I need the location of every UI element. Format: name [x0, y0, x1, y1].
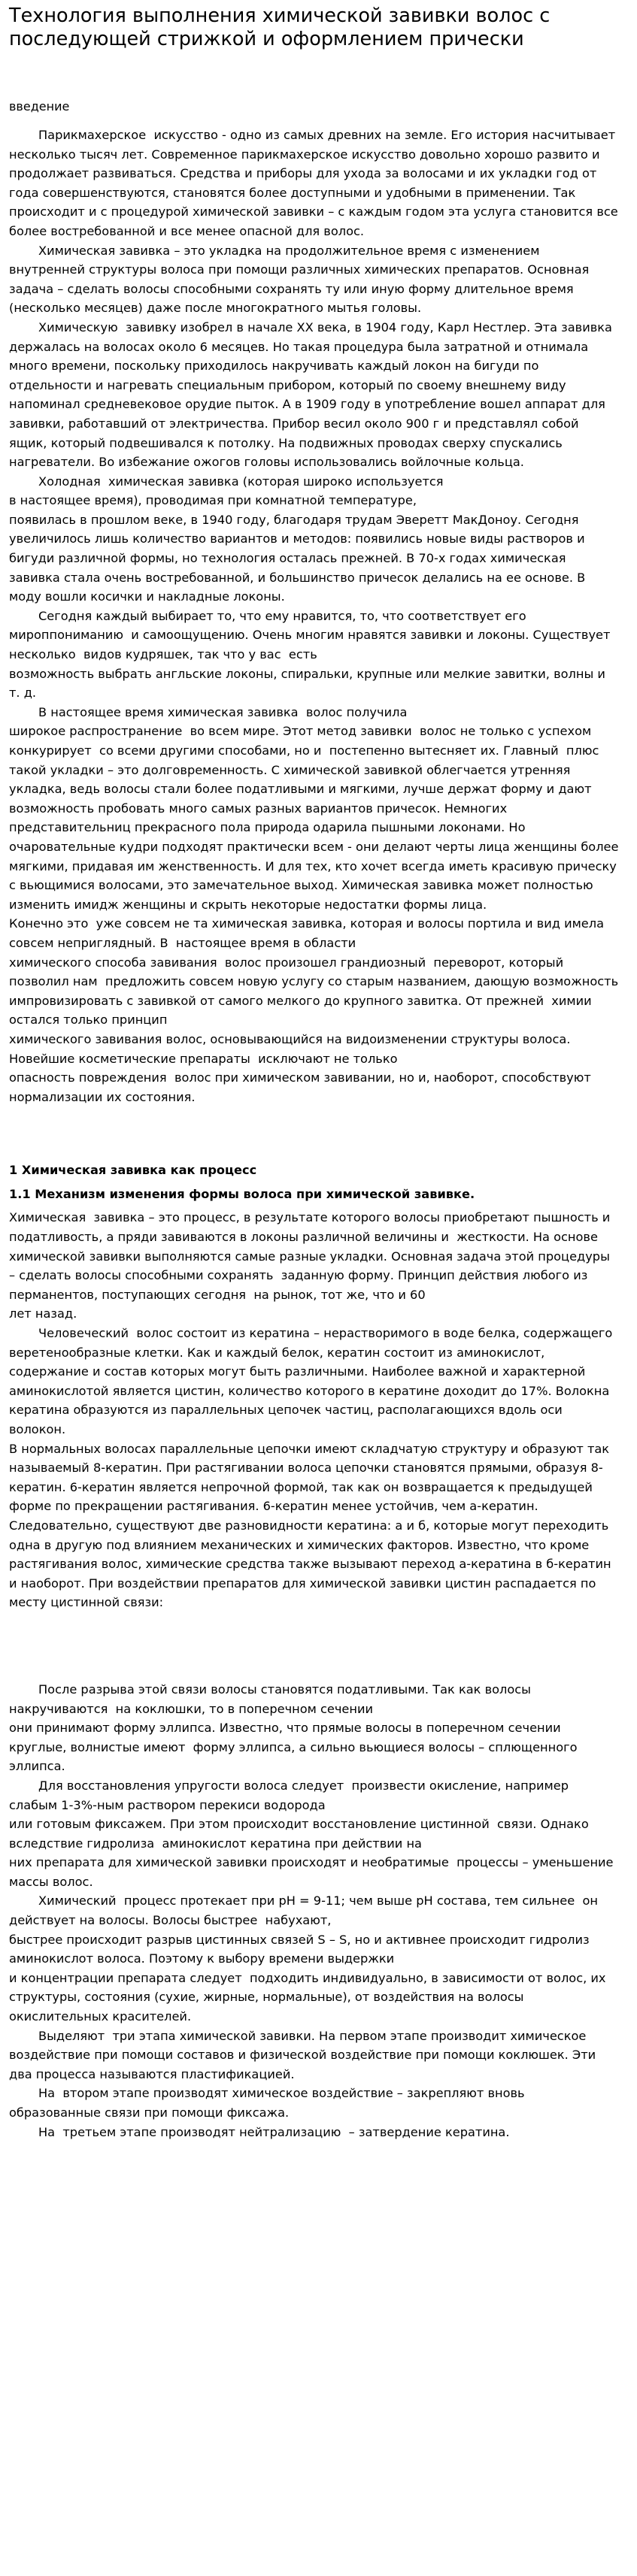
intro-paragraph: Конечно это уже совсем не та химическая завивка, которая и волосы портила и вид имела совсем неприглядный. В настоящее время в области химического способа завивания волос произошел грандиозный переворот, который позволил нам предложить совсем новую услугу со старым названием, дающую возможность импровизировать с завивкой от самого мелкого до крупного завитка. От прежней химии остался только принцип химического завивания волос, основывающийся на видоизменении структуры волоса. Новейшие косметические препараты исключают не только опасность повреждения волос при химическом завивании, но и, наоборот, способствуют нормализации их состояния. [9, 916, 619, 1104]
intro-body [9, 126, 622, 1106]
chapter-heading: 1 Химическая завивка как процесс [9, 1163, 257, 1178]
intro-label: введение [9, 99, 70, 114]
section-paragraph: В нормальных волосах параллельные цепочки имеют складчатую структуру и образуют так называемый 8-кератин. При растягивании волоса цепочки становятся прямыми, образуя 8-кератин. 6-кератин является непрочной формой, так как он возвращается к предыдущей форме по прекращении растягивания. 6-кератин менее устойчив, чем а-кератин. Следовательно, существуют две разновидности кератина: а и б, которые могут переходить одна в другую под влиянием механических и химических факторов. Известно, что кроме растягивания волос, химические средства также вызывают переход а-кератина в б-кератин и наоборот. При воздействии препаратов для химической завивки цистин распадается по месту цистинной связи: [9, 1441, 615, 1610]
section-1-1-body [9, 1208, 619, 1612]
section-heading: 1.1 Механизм изменения формы волоса при химической завивке. [9, 1186, 475, 1201]
reaction-figure-space [9, 1612, 619, 1680]
section-1-1-continued [9, 1680, 619, 2142]
section-paragraph: Человеческий волос состоит из кератина – нерастворимого в воде белка, содержащего веретенообразные клетки. Как и каждый белок, кератин состоит из аминокислот, содержание и состав которых могут быть различными. Наиболее важной и характерной аминокислотой является цистин, количество которого в кератине доходит до 17%. Волокна кератина образуются из параллельных цепочек частиц, располагающихся вдоль оси волокон. [9, 1326, 617, 1436]
intro-paragraph: В настоящее время химическая завивка волос получила широкое распространение во всем мире. Этот метод завивки волос не только с успехом конкурирует со всеми другими способами, но и постепенно вытесняет их. Главный плюс такой укладки – это долговременность. С химической завивкой облегчается утренняя укладка, ведь волосы стали более податливыми и мягкими, лучше держат форму и дают возможность пробовать много самых разных вариантов причесок. Немногих представительниц прекрасного пола природа одарила пышными локонами. Но очаровательные кудри подходят практически всем - они делают черты лица женщины более мягкими, придавая им женственность. И для тех, кто хочет всегда иметь красивую прическу с вьющимися волосами, это замечательное выход. Химическая завивка может полностью изменить имидж женщины и скрыть некоторые недостатки формы лица. [9, 704, 619, 912]
intro-paragraph: Парикмахерское искусство - одно из самых древних на земле. Его история насчитывает несколько тысяч лет. Современное парикмахерское искусство довольно хорошо развито и продолжает развиваться. Средства и приборы для ухода за волосами и их укладки год от года совершенствуются, становятся более доступными и удобными в применении. Так происходит и с процедурой химической завивки – с каждым годом эта услуга становится все более востребованной и все менее опасной для волос. [9, 128, 622, 238]
section-paragraph: После разрыва этой связи волосы становятся податливыми. Так как волосы накручиваются на коклюшки, то в поперечном сечении они принимают форму эллипса. Известно, что прямые волосы в поперечном сечении круглые, волнистые имеют форму эллипса, а сильно вьющиеся волосы – сплющенного эллипса. [9, 1682, 578, 1774]
intro-paragraph: Холодная химическая завивка (которая широко используется в настоящее время), проводимая при комнатной температуре, появилась в прошлом веке, в 1940 году, благодаря трудам Эверетт МакДоноу. Сегодня увеличилось лишь количество вариантов и методов: появились новые виды растворов и бигуди различной формы, но технология осталась прежней. В 70-х годах химическая завивка стала очень востребованной, и большинство причесок делались на ее основе. В моду вошли косички и накладные локоны. [9, 474, 586, 604]
section-paragraph: На третьем этапе производят нейтрализацию – затвердение кератина. [38, 2124, 510, 2139]
section-paragraph: Для восстановления упругости волоса следует произвести окисление, например слабым 1-3%-ным раствором перекиси водорода или готовым фиксажем. При этом происходит восстановление цистинной связи. Однако вследствие гидролиза аминокислот кератина при действии на них препарата для химической завивки происходят и необратимые процессы – уменьшение массы волос. [9, 1778, 614, 1889]
section-paragraph: На втором этапе производят химическое воздействие – закрепляют вновь образованные связи при помощи фиксажа. [9, 2086, 529, 2120]
section-paragraph: Химическая завивка – это процесс, в результате которого волосы приобретают пышность и податливость, а пряди завиваются в локоны различной величины и жесткости. На основе химической завивки выполняются самые разные укладки. Основная задача этой процедуры – сделать волосы способными сохранять заданную форму. Принцип действия любого из перманентов, поступающих сегодня на рынок, тот же, что и 60 лет назад. [9, 1210, 611, 1321]
intro-paragraph: Химическая завивка – это укладка на продолжительное время с изменением внутренней структуры волоса при помощи различных химических препаратов. Основная задача – сделать волосы способными сохранять ту или иную форму длительное время (несколько месяцев) даже после многократного мытья головы. [9, 243, 593, 316]
section-paragraph: Выделяют три этапа химической завивки. На первом этапе производит химическое воздействие при помощи составов и физической воздействие при помощи коклюшек. Эти два процесса называются пластификацией. [9, 2028, 600, 2081]
document-title: Технология выполнения химической завивки волос с последующей стрижкой и оформлением прически [9, 5, 551, 50]
section-paragraph: Химический процесс протекает при рН = 9-11; чем выше рН состава, тем сильнее он действует на волосы. Волосы быстрее набухают, быстрее происходит разрыв цистинных связей S – S, но и активнее происходит гидролиз аминокислот волоса. Поэтому к выбору времени выдержки и концентрации препарата следует подходить индивидуально, в зависимости от волос, их структуры, состояния (сухие, жирные, нормальные), от воздействия на волосы окислительных красителей. [9, 1893, 606, 2024]
intro-paragraph: Химическую завивку изобрел в начале XX века, в 1904 году, Карл Нестлер. Эта завивка держалась на волосах около 6 месяцев. Но такая процедура была затратной и отнимала много времени, поскольку приходилось накручивать каждый локон на бигуди по отдельности и нагревать специальным прибором, который по своему внешнему виду напоминал средневековое орудие пыток. А в 1909 году в употребление вошел аппарат для завивки, работавший от электричества. Прибор весил около 900 г и представлял собой ящик, который подвешивался к потолку. На подвижных проводах сверху спускались нагреватели. Во избежание ожогов головы использовались войлочные кольца. [9, 319, 617, 470]
intro-paragraph: Сегодня каждый выбирает то, что ему нравится, то, что соответствует его мироппониманию и самоощущению. Очень многим нравятся завивки и локоны. Существует несколько видов кудряшек, так что у вас есть возможность выбрать англьские локоны, спиральки, крупные или мелкие завитки, волны и т. д. [9, 608, 611, 701]
